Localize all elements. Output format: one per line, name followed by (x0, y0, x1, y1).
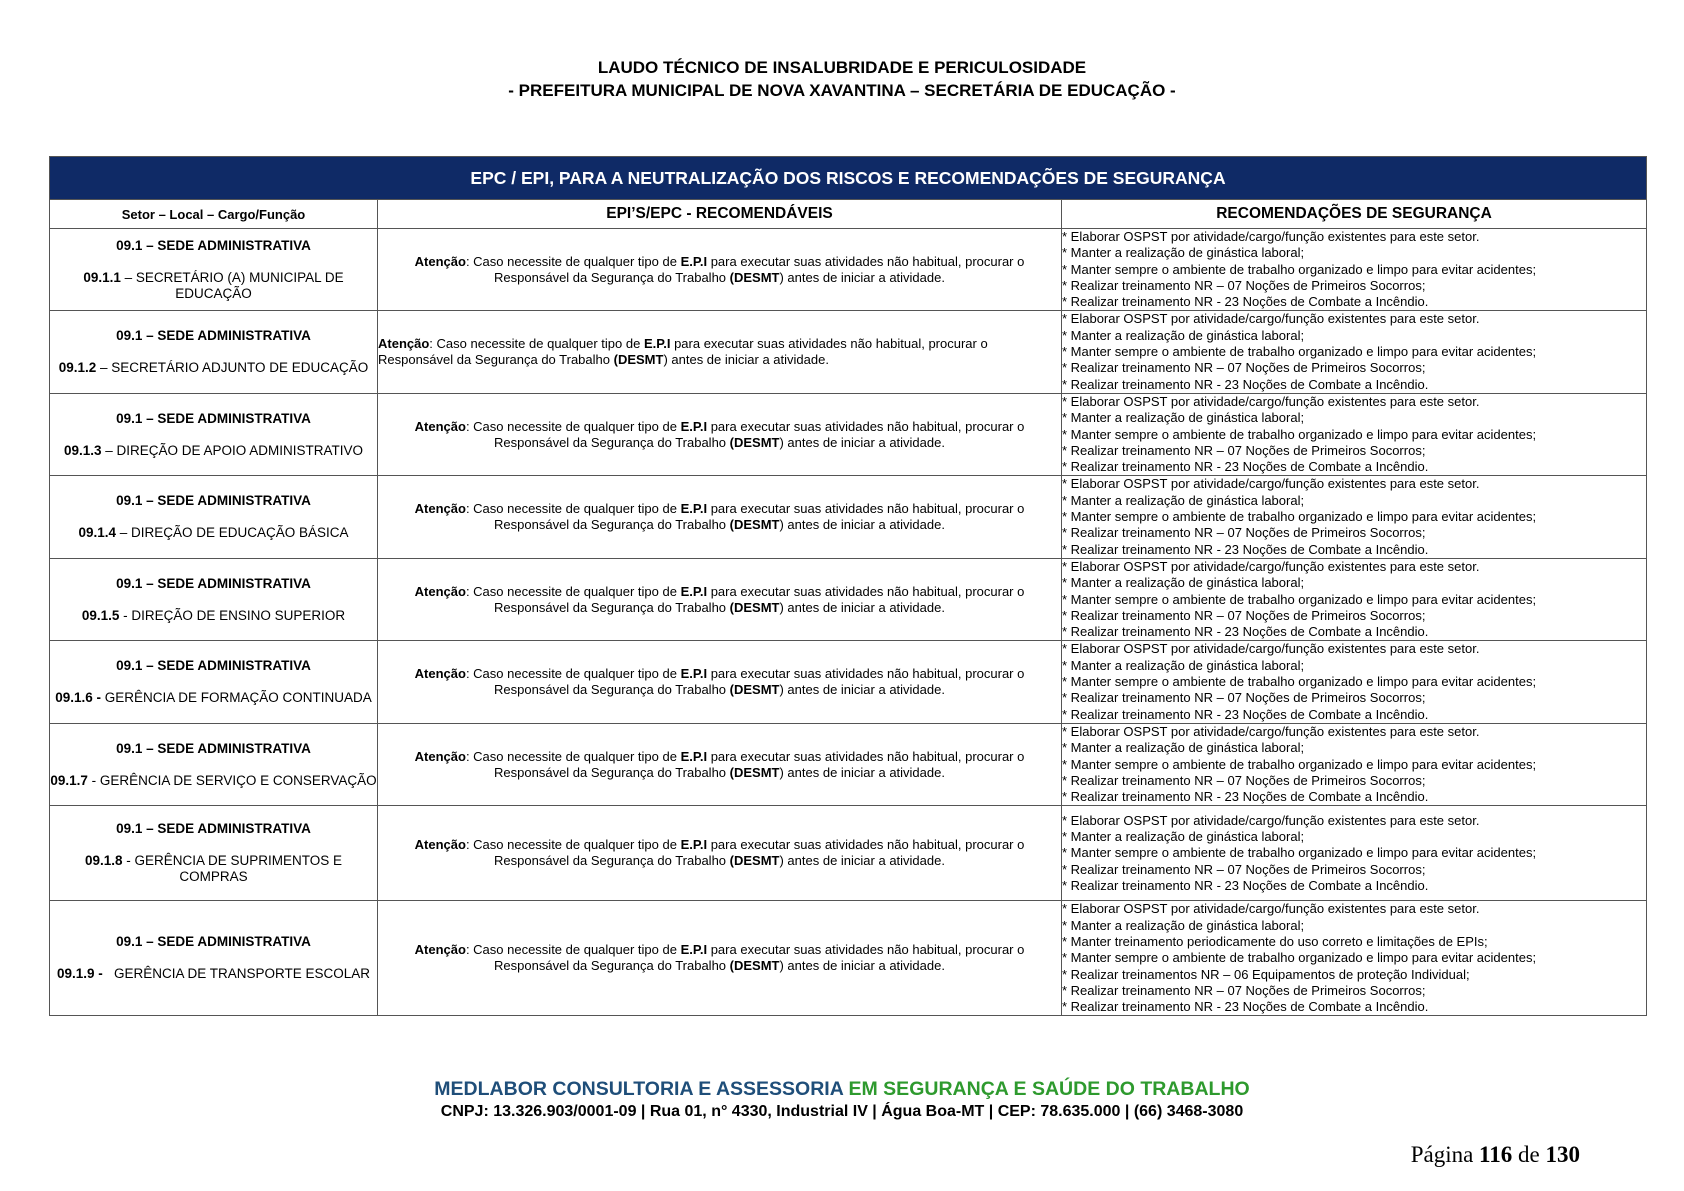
epi-text-1: : Caso necessite de qualquer tipo de (465, 253, 681, 269)
recomendacao-item: * Realizar treinamento NR – 07 Noções de Primeiros Socorros; (1062, 772, 1426, 788)
recomendacao-item: * Manter sempre o ambiente de trabalho organizado e limpo para evitar acidentes; (1062, 509, 1537, 525)
recomendacao-item: * Manter a realização de ginástica laboral; (1062, 740, 1305, 756)
document-subtitle: - PREFEITURA MUNICIPAL DE NOVA XAVANTINA – SECRETÁRIA DE EDUCAÇÃO - (508, 81, 1176, 100)
recomendacoes-cell (1062, 311, 1647, 393)
epi-cell (378, 393, 1062, 475)
epi-text-1: : Caso necessite de qualquer tipo de (465, 666, 681, 682)
epi-text-3: ) antes de iniciar a atividade. (779, 853, 945, 869)
epi-acronym: E.P.I (680, 418, 708, 434)
recomendacao-item: * Realizar treinamento NR – 07 Noções de Primeiros Socorros; (1062, 607, 1426, 623)
recomendacao-item: * Manter a realização de ginástica laboral; (1062, 492, 1305, 508)
epi-cell (378, 311, 1062, 393)
epi-cell (378, 723, 1062, 805)
recomendacoes-cell (1062, 558, 1647, 640)
setor-cell (50, 311, 378, 393)
document-title: LAUDO TÉCNICO DE INSALUBRIDADE E PERICULOSIDADE (597, 58, 1087, 77)
recomendacao-item: * Manter sempre o ambiente de trabalho organizado e limpo para evitar acidentes; (1062, 426, 1537, 442)
company-name-green: EM SEGURANÇA E SAÚDE DO TRABALHO (843, 1078, 1250, 1100)
sede-label: 09.1 – SEDE ADMINISTRATIVA (116, 934, 311, 950)
page-sep: de (1512, 1142, 1546, 1167)
page-label: Página (1410, 1142, 1480, 1167)
epi-text-2: para executar suas atividades não habitual, procurar o Responsável da Segurança do Trabalho (494, 501, 1025, 533)
setor-cell (50, 723, 378, 805)
desmt-acronym: (DESMT (729, 764, 780, 780)
page-number (1380, 1142, 1580, 1168)
recomendacao-item: * Manter sempre o ambiente de trabalho organizado e limpo para evitar acidentes; (1062, 950, 1537, 966)
recomendacao-item: * Realizar treinamento NR - 23 Noções de Combate a Incêndio. (1062, 376, 1429, 392)
epi-text-1: : Caso necessite de qualquer tipo de (465, 583, 681, 599)
recomendacao-item: * Manter a realização de ginástica laboral; (1062, 828, 1305, 844)
column-header-recomendacoes: RECOMENDAÇÕES DE SEGURANÇA (1062, 200, 1647, 229)
recomendacoes-cell (1062, 723, 1647, 805)
table-row (50, 229, 1647, 311)
epi-text-3: ) antes de iniciar a atividade. (779, 434, 945, 450)
cargo-code: 09.1.7 (50, 772, 88, 788)
epi-cell (378, 641, 1062, 723)
table-banner-row (50, 157, 1647, 200)
epi-text-2: para executar suas atividades não habitual, procurar o Responsável da Segurança do Trabalho (494, 418, 1025, 450)
recomendacoes-cell (1062, 901, 1647, 1016)
setor-cell (50, 901, 378, 1016)
desmt-acronym: (DESMT (729, 853, 780, 869)
cargo-name: – DIREÇÃO DE EDUCAÇÃO BÁSICA (115, 525, 349, 541)
recomendacao-item: * Manter sempre o ambiente de trabalho organizado e limpo para evitar acidentes; (1062, 674, 1537, 690)
recomendacao-item: * Manter treinamento periodicamente do uso correto e limitações de EPIs; (1062, 933, 1488, 949)
recomendacao-item: * Manter sempre o ambiente de trabalho organizado e limpo para evitar acidentes; (1062, 344, 1537, 360)
cargo-label (50, 853, 377, 885)
setor-cell (50, 806, 378, 901)
recomendacao-item: * Elaborar OSPST por atividade/cargo/função existentes para este setor. (1062, 476, 1480, 492)
recomendacao-item: * Elaborar OSPST por atividade/cargo/função existentes para este setor. (1062, 311, 1480, 327)
sede-label: 09.1 – SEDE ADMINISTRATIVA (116, 658, 311, 674)
recomendacao-item: * Elaborar OSPST por atividade/cargo/função existentes para este setor. (1062, 812, 1480, 828)
recomendacao-item: * Manter a realização de ginástica laboral; (1062, 327, 1305, 343)
epi-text-1: : Caso necessite de qualquer tipo de (465, 501, 681, 517)
recomendacao-item: * Realizar treinamento NR – 07 Noções de Primeiros Socorros; (1062, 360, 1426, 376)
epi-acronym: E.P.I (680, 666, 708, 682)
recomendacao-item: * Realizar treinamento NR - 23 Noções de Combate a Incêndio. (1062, 294, 1429, 310)
recomendacao-item: * Realizar treinamento NR – 07 Noções de Primeiros Socorros; (1062, 277, 1426, 293)
cargo-code: 09.1.3 (63, 442, 102, 458)
atencao-label: Atenção (414, 748, 466, 764)
cargo-name: – SECRETÁRIO ADJUNTO DE EDUCAÇÃO (96, 360, 369, 376)
desmt-acronym: (DESMT (729, 517, 780, 533)
epi-acronym: E.P.I (680, 837, 708, 853)
cargo-name: – DIREÇÃO DE APOIO ADMINISTRATIVO (101, 442, 364, 458)
cargo-code: 09.1.2 (58, 360, 97, 376)
document-header (0, 56, 1684, 102)
atencao-label: Atenção (414, 253, 466, 269)
recomendacao-item: * Realizar treinamento NR - 23 Noções de Combate a Incêndio. (1062, 624, 1429, 640)
sede-label: 09.1 – SEDE ADMINISTRATIVA (116, 237, 311, 253)
cargo-code: 09.1.4 (78, 525, 116, 541)
recomendacao-item: * Realizar treinamento NR - 23 Noções de Combate a Incêndio. (1062, 789, 1429, 805)
atencao-label: Atenção (414, 583, 466, 599)
table-row (50, 558, 1647, 640)
recomendacao-item: * Realizar treinamentos NR – 06 Equipamentos de proteção Individual; (1062, 966, 1470, 982)
company-name (0, 1077, 1684, 1101)
table-row (50, 476, 1647, 558)
sede-label: 09.1 – SEDE ADMINISTRATIVA (116, 328, 311, 344)
cargo-code: 09.1.1 (83, 269, 121, 285)
recomendacoes-cell (1062, 476, 1647, 558)
table-row (50, 806, 1647, 901)
setor-cell (50, 393, 378, 475)
epi-text-1: : Caso necessite de qualquer tipo de (465, 837, 681, 853)
cargo-label (50, 270, 377, 302)
table-row (50, 311, 1647, 393)
recomendacao-item: * Realizar treinamento NR - 23 Noções de Combate a Incêndio. (1062, 541, 1429, 557)
recomendacao-item: * Manter a realização de ginástica laboral; (1062, 410, 1305, 426)
epi-acronym: E.P.I (680, 583, 708, 599)
epi-text-2: para executar suas atividades não habitual, procurar o Responsável da Segurança do Trabalho (494, 748, 1025, 780)
company-name-blue: MEDLABOR CONSULTORIA E ASSESSORIA (434, 1078, 844, 1100)
epi-acronym: E.P.I (680, 501, 708, 517)
cargo-label (50, 966, 377, 982)
epi-cell (378, 806, 1062, 901)
recomendacao-item: * Realizar treinamento NR - 23 Noções de Combate a Incêndio. (1062, 999, 1429, 1015)
epi-acronym: E.P.I (680, 942, 708, 958)
epi-cell (378, 476, 1062, 558)
recomendacao-item: * Realizar treinamento NR – 07 Noções de Primeiros Socorros; (1062, 442, 1426, 458)
sede-label: 09.1 – SEDE ADMINISTRATIVA (116, 575, 311, 591)
recomendacao-item: * Elaborar OSPST por atividade/cargo/função existentes para este setor. (1062, 641, 1480, 657)
recomendacao-item: * Manter sempre o ambiente de trabalho organizado e limpo para evitar acidentes; (1062, 845, 1537, 861)
page-total: 130 (1545, 1142, 1580, 1167)
epi-acronym: E.P.I (680, 253, 708, 269)
epi-text-2: para executar suas atividades não habitual, procurar o Responsável da Segurança do Trabalho (378, 336, 988, 368)
epi-epc-table (49, 156, 1647, 1016)
cargo-name: - GERÊNCIA DE SERVIÇO E CONSERVAÇÃO (87, 772, 377, 788)
recomendacao-item: * Realizar treinamento NR - 23 Noções de Combate a Incêndio. (1062, 706, 1429, 722)
recomendacoes-cell (1062, 229, 1647, 311)
epi-text-3: ) antes de iniciar a atividade. (779, 958, 945, 974)
table-row (50, 723, 1647, 805)
recomendacao-item: * Manter sempre o ambiente de trabalho organizado e limpo para evitar acidentes; (1062, 261, 1537, 277)
atencao-label: Atenção (414, 837, 466, 853)
sede-label: 09.1 – SEDE ADMINISTRATIVA (116, 493, 311, 509)
atencao-label: Atenção (414, 942, 466, 958)
recomendacao-item: * Realizar treinamento NR - 23 Noções de Combate a Incêndio. (1062, 877, 1429, 893)
recomendacao-item: * Manter a realização de ginástica laboral; (1062, 917, 1305, 933)
epi-text-2: para executar suas atividades não habitual, procurar o Responsável da Segurança do Trabalho (494, 666, 1025, 698)
epi-text-3: ) antes de iniciar a atividade. (779, 517, 945, 533)
table-row (50, 393, 1647, 475)
epi-text-3: ) antes de iniciar a atividade. (779, 764, 945, 780)
recomendacoes-cell (1062, 641, 1647, 723)
setor-cell (50, 229, 378, 311)
recomendacoes-cell (1062, 806, 1647, 901)
recomendacao-item: * Manter sempre o ambiente de trabalho organizado e limpo para evitar acidentes; (1062, 591, 1537, 607)
epi-text-2: para executar suas atividades não habitual, procurar o Responsável da Segurança do Trabalho (494, 837, 1025, 869)
recomendacao-item: * Elaborar OSPST por atividade/cargo/função existentes para este setor. (1062, 901, 1480, 917)
recomendacao-item: * Realizar treinamento NR – 07 Noções de Primeiros Socorros; (1062, 525, 1426, 541)
epi-text-2: para executar suas atividades não habitual, procurar o Responsável da Segurança do Trabalho (494, 253, 1025, 285)
column-header-row (50, 200, 1647, 229)
cargo-code: 09.1.9 - (56, 966, 103, 982)
epi-acronym: E.P.I (643, 336, 671, 352)
epi-text-1: : Caso necessite de qualquer tipo de (429, 336, 644, 352)
recomendacao-item: * Realizar treinamento NR – 07 Noções de Primeiros Socorros; (1062, 690, 1426, 706)
cargo-label (50, 773, 377, 789)
sede-label: 09.1 – SEDE ADMINISTRATIVA (116, 740, 311, 756)
document-footer (0, 1077, 1684, 1123)
atencao-label: Atenção (414, 501, 466, 517)
epi-text-3: ) antes de iniciar a atividade. (663, 352, 829, 368)
cargo-label (50, 690, 377, 706)
recomendacao-item: * Elaborar OSPST por atividade/cargo/função existentes para este setor. (1062, 558, 1480, 574)
recomendacao-item: * Realizar treinamento NR – 07 Noções de Primeiros Socorros; (1062, 982, 1426, 998)
recomendacao-item: * Manter a realização de ginástica laboral; (1062, 245, 1305, 261)
epi-text-2: para executar suas atividades não habitual, procurar o Responsável da Segurança do Trabalho (494, 583, 1025, 615)
sede-label: 09.1 – SEDE ADMINISTRATIVA (116, 821, 311, 837)
page-current: 116 (1479, 1142, 1513, 1167)
table-banner: EPC / EPI, PARA A NEUTRALIZAÇÃO DOS RISCOS E RECOMENDAÇÕES DE SEGURANÇA (50, 157, 1647, 200)
epi-text-1: : Caso necessite de qualquer tipo de (465, 418, 681, 434)
table-row (50, 901, 1647, 1016)
atencao-label: Atenção (414, 666, 466, 682)
desmt-acronym: (DESMT (729, 434, 780, 450)
recomendacoes-cell (1062, 393, 1647, 475)
epi-acronym: E.P.I (680, 748, 708, 764)
cargo-label (50, 443, 377, 459)
column-header-setor: Setor – Local – Cargo/Função (50, 200, 378, 229)
recomendacao-item: * Realizar treinamento NR – 07 Noções de Primeiros Socorros; (1062, 861, 1426, 877)
table-body (50, 229, 1647, 1016)
cargo-label (50, 608, 377, 624)
desmt-acronym: (DESMT (729, 682, 780, 698)
cargo-code: 09.1.6 - (55, 690, 101, 706)
column-header-epis: EPI’S/EPC - RECOMENDÁVEIS (378, 200, 1062, 229)
cargo-name: - DIREÇÃO DE ENSINO SUPERIOR (119, 607, 346, 623)
setor-cell (50, 476, 378, 558)
cargo-name: GERÊNCIA DE FORMAÇÃO CONTINUADA (101, 690, 372, 706)
cargo-label (50, 360, 377, 376)
recomendacao-item: * Manter sempre o ambiente de trabalho organizado e limpo para evitar acidentes; (1062, 756, 1537, 772)
cargo-name: GERÊNCIA DE TRANSPORTE ESCOLAR (102, 966, 371, 982)
epi-cell (378, 901, 1062, 1016)
atencao-label: Atenção (378, 336, 430, 352)
desmt-acronym: (DESMT (729, 269, 780, 285)
desmt-acronym: (DESMT (729, 958, 780, 974)
sede-label: 09.1 – SEDE ADMINISTRATIVA (116, 410, 311, 426)
table-row (50, 641, 1647, 723)
epi-text-3: ) antes de iniciar a atividade. (779, 682, 945, 698)
epi-text-3: ) antes de iniciar a atividade. (779, 269, 945, 285)
epi-text-2: para executar suas atividades não habitual, procurar o Responsável da Segurança do Trabalho (494, 942, 1025, 974)
cargo-code: 09.1.5 (81, 607, 120, 623)
setor-cell (50, 641, 378, 723)
epi-cell (378, 229, 1062, 311)
company-contact: CNPJ: 13.326.903/0001-09 | Rua 01, n° 4330, Industrial IV | Água Boa-MT | CEP: 78.635.000 | (66) 3468-3080 (440, 1103, 1244, 1120)
recomendacao-item: * Realizar treinamento NR - 23 Noções de Combate a Incêndio. (1062, 459, 1429, 475)
recomendacao-item: * Elaborar OSPST por atividade/cargo/função existentes para este setor. (1062, 229, 1480, 244)
epi-text-3: ) antes de iniciar a atividade. (779, 599, 945, 615)
cargo-label (50, 525, 377, 541)
cargo-name: – SECRETÁRIO (A) MUNICIPAL DE EDUCAÇÃO (120, 269, 348, 301)
setor-cell (50, 558, 378, 640)
epi-text-1: : Caso necessite de qualquer tipo de (465, 942, 681, 958)
epi-text-1: : Caso necessite de qualquer tipo de (465, 748, 681, 764)
recomendacao-item: * Elaborar OSPST por atividade/cargo/função existentes para este setor. (1062, 723, 1480, 739)
desmt-acronym: (DESMT (729, 599, 780, 615)
recomendacao-item: * Manter a realização de ginástica laboral; (1062, 575, 1305, 591)
recomendacao-item: * Elaborar OSPST por atividade/cargo/função existentes para este setor. (1062, 393, 1480, 409)
cargo-code: 09.1.8 (84, 853, 123, 869)
desmt-acronym: (DESMT (613, 352, 664, 368)
cargo-name: - GERÊNCIA DE SUPRIMENTOS E COMPRAS (122, 853, 346, 885)
atencao-label: Atenção (414, 418, 466, 434)
recomendacao-item: * Manter a realização de ginástica laboral; (1062, 657, 1305, 673)
epi-cell (378, 558, 1062, 640)
